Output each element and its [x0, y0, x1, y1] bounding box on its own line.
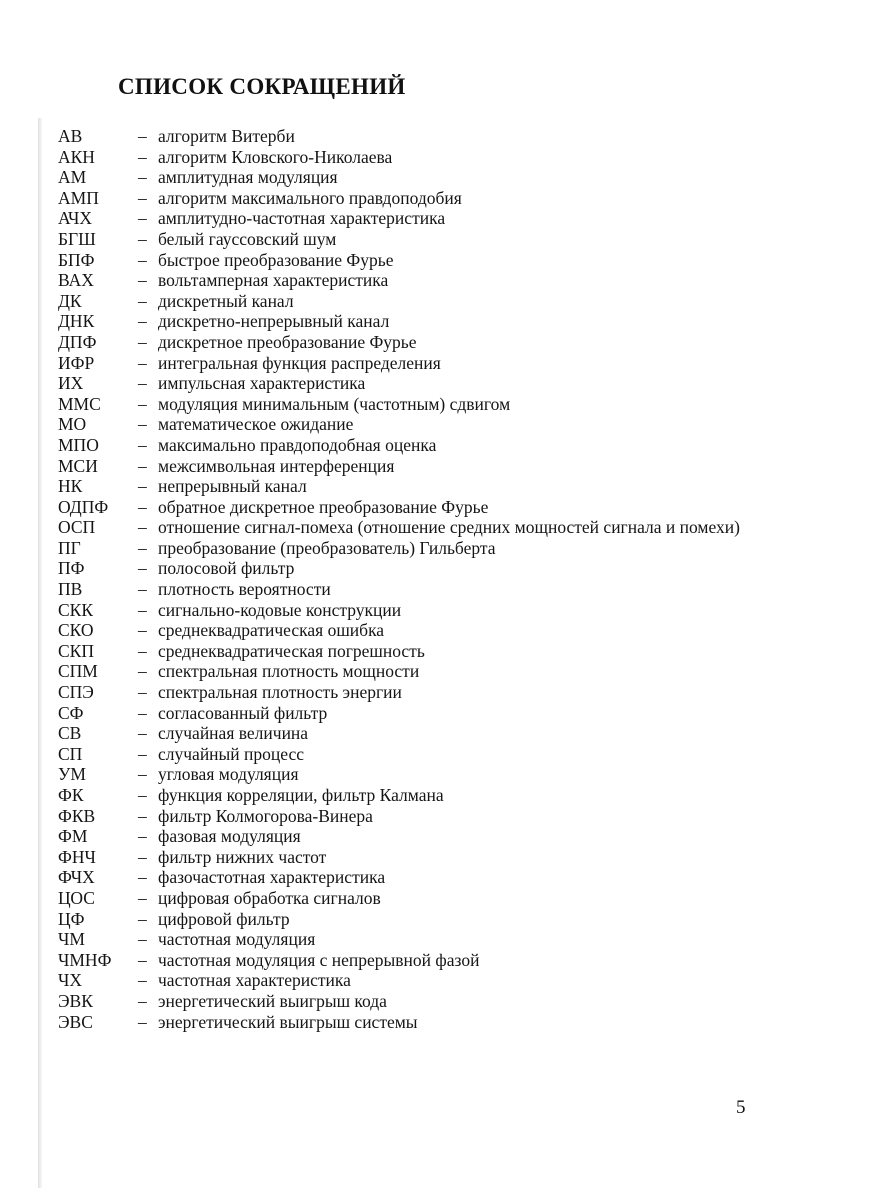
- abbreviation-definition: непрерывный канал: [158, 476, 307, 497]
- abbreviation-definition: дискретно-непрерывный канал: [158, 311, 390, 332]
- abbreviation-code: БГШ: [58, 228, 96, 249]
- abbreviation-entry: [58, 353, 778, 374]
- entry-separator: –: [138, 990, 147, 1011]
- abbreviation-definition: спектральная плотность мощности: [158, 661, 420, 682]
- entry-separator: –: [138, 270, 147, 291]
- abbreviation-definition: преобразование (преобразователь) Гильберта: [158, 537, 496, 558]
- abbreviation-definition: амплитудно-частотная характеристика: [158, 208, 446, 229]
- abbreviation-entry: [58, 806, 778, 827]
- abbreviation-entry: [58, 558, 778, 579]
- abbreviation-definition: спектральная плотность энергии: [158, 682, 402, 703]
- abbreviation-entry: [58, 291, 778, 312]
- abbreviation-definition: частотная характеристика: [158, 970, 351, 991]
- abbreviation-definition: интегральная функция распределения: [158, 352, 441, 373]
- abbreviation-definition: угловая модуляция: [158, 764, 299, 785]
- abbreviation-entry: [58, 188, 778, 209]
- abbreviation-definition: частотная модуляция с непрерывной фазой: [158, 949, 480, 970]
- entry-separator: –: [138, 1011, 147, 1032]
- abbreviation-entry: [58, 167, 778, 188]
- abbreviation-definition: цифровой фильтр: [158, 908, 290, 929]
- entry-separator: –: [138, 826, 147, 847]
- abbreviation-code: СКО: [58, 620, 94, 641]
- abbreviation-definition: среднеквадратическая погрешность: [158, 640, 425, 661]
- abbreviation-code: ДПФ: [58, 331, 97, 352]
- abbreviation-definition: быстрое преобразование Фурье: [158, 249, 394, 270]
- abbreviation-definition: случайный процесс: [158, 743, 305, 764]
- entry-separator: –: [138, 208, 147, 229]
- abbreviation-code: БПФ: [58, 249, 95, 270]
- abbreviation-entry: [58, 600, 778, 621]
- entry-separator: –: [138, 373, 147, 394]
- abbreviation-entry: [58, 888, 778, 909]
- abbreviation-entry: [58, 867, 778, 888]
- entry-separator: –: [138, 867, 147, 888]
- entry-separator: –: [138, 908, 147, 929]
- entry-separator: –: [138, 393, 147, 414]
- entry-separator: –: [138, 455, 147, 476]
- entry-separator: –: [138, 764, 147, 785]
- entry-separator: –: [138, 290, 147, 311]
- abbreviation-code: ФМ: [58, 826, 88, 847]
- abbreviation-definition: плотность вероятности: [158, 579, 331, 600]
- abbreviation-code: ММС: [58, 393, 101, 414]
- abbreviation-definition: фильтр нижних частот: [158, 846, 327, 867]
- abbreviation-definition: вольтамперная характеристика: [158, 270, 389, 291]
- abbreviation-code: ЧХ: [58, 970, 83, 991]
- abbreviation-definition: фазовая модуляция: [158, 826, 301, 847]
- abbreviation-code: СФ: [58, 702, 84, 723]
- entry-separator: –: [138, 970, 147, 991]
- abbreviation-code: СКП: [58, 640, 94, 661]
- abbreviation-entry: [58, 744, 778, 765]
- abbreviation-definition: среднеквадратическая ошибка: [158, 620, 385, 641]
- abbreviation-code: АВ: [58, 126, 83, 146]
- entry-separator: –: [138, 702, 147, 723]
- abbreviation-code: ФНЧ: [58, 846, 96, 867]
- entry-separator: –: [138, 167, 147, 188]
- abbreviation-code: ЧМНФ: [58, 949, 112, 970]
- abbreviation-entry: [58, 682, 778, 703]
- abbreviation-code: СПЭ: [58, 682, 94, 703]
- entry-separator: –: [138, 228, 147, 249]
- abbreviation-code: ФК: [58, 785, 84, 805]
- abbreviation-entry: [58, 126, 778, 147]
- abbreviation-list: [58, 126, 778, 1032]
- entry-separator: –: [138, 476, 147, 497]
- abbreviation-definition: импульсная характеристика: [158, 373, 366, 394]
- abbreviation-code: ЭВК: [58, 990, 93, 1011]
- abbreviation-code: СВ: [58, 723, 82, 744]
- entry-separator: –: [138, 311, 147, 332]
- abbreviation-entry: [58, 332, 778, 353]
- abbreviation-entry: [58, 579, 778, 600]
- abbreviation-entry: [58, 147, 778, 168]
- abbreviation-entry: [58, 620, 778, 641]
- abbreviation-code: ЭВС: [58, 1011, 93, 1032]
- entry-separator: –: [138, 352, 147, 373]
- abbreviation-code: ПФ: [58, 558, 85, 579]
- abbreviation-definition: межсимвольная интерференция: [158, 455, 395, 476]
- abbreviation-definition: модуляция минимальным (частотным) сдвигом: [158, 393, 511, 414]
- abbreviation-entry: [58, 909, 778, 930]
- entry-separator: –: [138, 785, 147, 805]
- abbreviation-entry: [58, 250, 778, 271]
- abbreviation-entry: [58, 476, 778, 497]
- abbreviation-entry: [58, 950, 778, 971]
- abbreviation-code: ДНК: [58, 311, 95, 332]
- entry-separator: –: [138, 723, 147, 744]
- abbreviation-code: АКН: [58, 146, 95, 167]
- abbreviation-definition: согласованный фильтр: [158, 702, 328, 723]
- entry-separator: –: [138, 414, 147, 435]
- abbreviation-code: ОСП: [58, 517, 96, 538]
- abbreviation-entry: [58, 1012, 778, 1033]
- abbreviation-entry: [58, 764, 778, 785]
- abbreviation-definition: фазочастотная характеристика: [158, 867, 386, 888]
- abbreviation-definition: математическое ожидание: [158, 414, 354, 435]
- entry-separator: –: [138, 949, 147, 970]
- abbreviation-code: ЦОС: [58, 887, 95, 908]
- abbreviation-entry: [58, 847, 778, 868]
- abbreviation-code: МПО: [58, 434, 99, 455]
- abbreviation-entry: [58, 929, 778, 950]
- entry-separator: –: [138, 249, 147, 270]
- abbreviation-code: МСИ: [58, 455, 98, 476]
- abbreviation-entry: [58, 826, 778, 847]
- abbreviation-code: ЧМ: [58, 929, 85, 950]
- abbreviation-entry: [58, 456, 778, 477]
- abbreviation-definition: полосовой фильтр: [158, 558, 295, 579]
- abbreviation-code: ИФР: [58, 352, 95, 373]
- abbreviation-code: АЧХ: [58, 208, 92, 229]
- entry-separator: –: [138, 331, 147, 352]
- abbreviation-code: ЦФ: [58, 908, 85, 929]
- entry-separator: –: [138, 682, 147, 703]
- abbreviation-code: ФКВ: [58, 805, 96, 826]
- abbreviation-entry: [58, 991, 778, 1012]
- abbreviation-entry: [58, 703, 778, 724]
- abbreviation-definition: дискретный канал: [158, 290, 294, 311]
- abbreviation-code: ФЧХ: [58, 867, 95, 888]
- entry-separator: –: [138, 558, 147, 579]
- entry-separator: –: [138, 434, 147, 455]
- abbreviation-definition: белый гауссовский шум: [158, 228, 337, 249]
- abbreviation-code: СПМ: [58, 661, 98, 682]
- entry-separator: –: [138, 126, 147, 146]
- abbreviation-entry: [58, 414, 778, 435]
- abbreviation-definition: сигнально-кодовые конструкции: [158, 599, 402, 620]
- entry-separator: –: [138, 661, 147, 682]
- abbreviation-entry: [58, 394, 778, 415]
- entry-separator: –: [138, 146, 147, 167]
- abbreviation-code: УМ: [58, 764, 86, 785]
- abbreviation-entry: [58, 517, 778, 538]
- abbreviation-entry: [58, 435, 778, 456]
- entry-separator: –: [138, 640, 147, 661]
- abbreviation-entry: [58, 497, 778, 518]
- abbreviation-definition: фильтр Колмогорова-Винера: [158, 805, 373, 826]
- entry-separator: –: [138, 187, 147, 208]
- abbreviation-definition: энергетический выигрыш системы: [158, 1011, 418, 1032]
- entry-separator: –: [138, 620, 147, 641]
- abbreviation-code: МО: [58, 414, 87, 435]
- entry-separator: –: [138, 496, 147, 517]
- entry-separator: –: [138, 887, 147, 908]
- abbreviation-entry: [58, 661, 778, 682]
- abbreviation-code: АМ: [58, 167, 87, 188]
- abbreviation-definition: случайная величина: [158, 723, 309, 744]
- page-number: 5: [736, 1097, 746, 1118]
- entry-separator: –: [138, 743, 147, 764]
- entry-separator: –: [138, 929, 147, 950]
- abbreviation-entry: [58, 208, 778, 229]
- abbreviation-definition: функция корреляции, фильтр Калмана: [158, 785, 444, 805]
- abbreviation-code: ПГ: [58, 537, 81, 558]
- page-title: СПИСОК СОКРАЩЕНИЙ: [118, 74, 406, 99]
- abbreviation-definition: дискретное преобразование Фурье: [158, 331, 417, 352]
- abbreviation-entry: [58, 229, 778, 250]
- abbreviation-entry: [58, 373, 778, 394]
- entry-separator: –: [138, 599, 147, 620]
- entry-separator: –: [138, 537, 147, 558]
- abbreviation-code: НК: [58, 476, 83, 497]
- entry-separator: –: [138, 805, 147, 826]
- abbreviation-definition: энергетический выигрыш кода: [158, 990, 387, 1011]
- abbreviation-entry: [58, 311, 778, 332]
- abbreviation-definition: алгоритм максимального правдоподобия: [158, 187, 462, 208]
- scan-shadow-edge: [38, 118, 42, 1188]
- abbreviation-code: СКК: [58, 599, 94, 620]
- abbreviation-entry: [58, 641, 778, 662]
- abbreviation-code: ИХ: [58, 373, 84, 394]
- abbreviation-definition: максимально правдоподобная оценка: [158, 434, 437, 455]
- abbreviation-code: ОДПФ: [58, 496, 109, 517]
- abbreviation-entry: [58, 538, 778, 559]
- abbreviation-definition: цифровая обработка сигналов: [158, 887, 381, 908]
- entry-separator: –: [138, 579, 147, 600]
- abbreviation-entry: [58, 970, 778, 991]
- abbreviation-definition: отношение сигнал-помеха (отношение средних мощностей сигнала и помехи): [158, 517, 740, 538]
- abbreviation-code: СП: [58, 743, 83, 764]
- abbreviation-entry: [58, 785, 778, 806]
- abbreviation-code: ВАХ: [58, 270, 94, 291]
- abbreviation-definition: алгоритм Витерби: [158, 126, 295, 146]
- abbreviation-code: ПВ: [58, 579, 83, 600]
- abbreviation-code: ДК: [58, 290, 82, 311]
- abbreviation-definition: амплитудная модуляция: [158, 167, 338, 188]
- abbreviation-definition: обратное дискретное преобразование Фурье: [158, 496, 489, 517]
- entry-separator: –: [138, 517, 147, 538]
- abbreviation-code: АМП: [58, 187, 99, 208]
- abbreviation-entry: [58, 723, 778, 744]
- abbreviation-entry: [58, 270, 778, 291]
- abbreviation-definition: алгоритм Кловского-Николаева: [158, 146, 393, 167]
- entry-separator: –: [138, 846, 147, 867]
- abbreviation-definition: частотная модуляция: [158, 929, 316, 950]
